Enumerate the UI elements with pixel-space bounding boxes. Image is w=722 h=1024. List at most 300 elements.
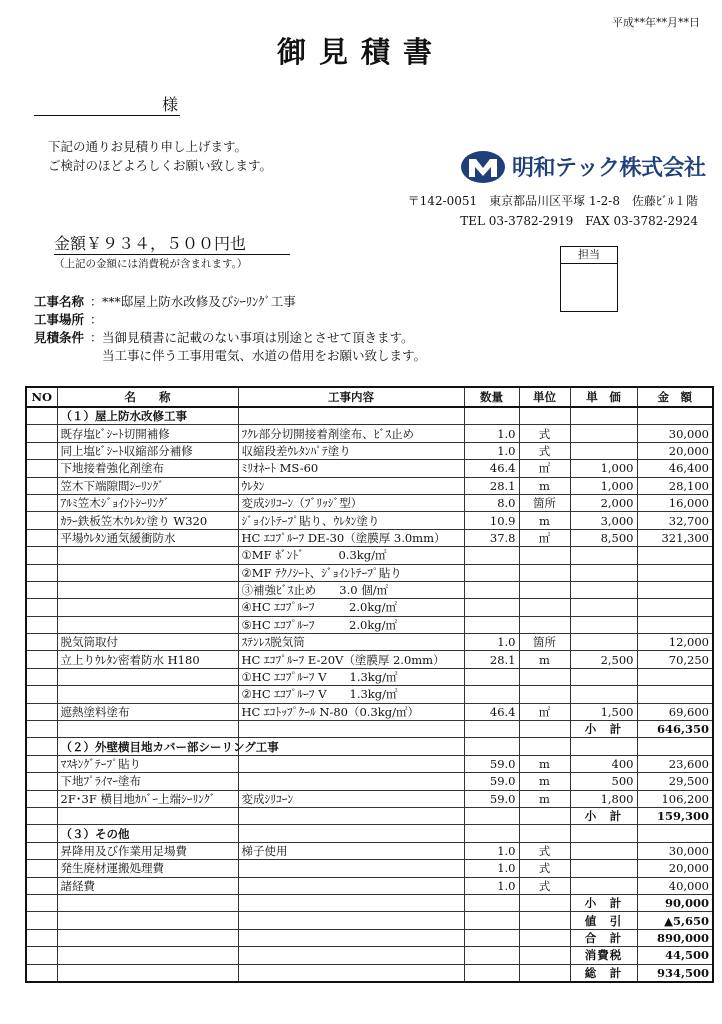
table-row (26, 790, 713, 807)
quantity: 1.0 (464, 877, 519, 894)
estimate-terms-line-1: 当御見積書に記載のない事項は別途とさせて頂きます。 (102, 330, 414, 345)
unit-price (570, 581, 637, 598)
item-name: 笠木下端隙間ｼｰﾘﾝｸﾞ (57, 477, 238, 494)
work-content (238, 947, 464, 964)
unit-price: 400 (570, 755, 637, 772)
unit-price: 8,500 (570, 529, 637, 546)
work-content (238, 407, 464, 425)
row-no (26, 599, 57, 616)
row-no (26, 755, 57, 772)
item-name: （２）外壁横目地カバー部シーリング工事 (57, 738, 238, 755)
unit-price: 1,000 (570, 477, 637, 494)
amount (637, 581, 713, 598)
item-name: 昇降用及び作業用足場費 (57, 842, 238, 859)
amount: 70,250 (637, 651, 713, 668)
unit-price (570, 564, 637, 581)
work-content (238, 860, 464, 877)
row-no (26, 738, 57, 755)
item-name: ｱﾙﾐ笠木ｼﾞｮｲﾝﾄｼｰﾘﾝｸﾞ (57, 494, 238, 511)
total-row (26, 807, 713, 824)
item-name (57, 964, 238, 982)
row-no (26, 460, 57, 477)
item-name: （１）屋上防水改修工事 (57, 407, 238, 425)
unit-price (570, 599, 637, 616)
work-content: ﾌｸﾚ部分切開接着剤塗布、ﾋﾞｽ止め (238, 425, 464, 442)
item-name (57, 686, 238, 703)
construction-place-label: 工事場所 (34, 312, 85, 327)
row-no (26, 947, 57, 964)
unit (519, 616, 570, 633)
staff-stamp-box (560, 246, 618, 312)
quantity (464, 929, 519, 946)
work-content (238, 825, 464, 842)
unit-price (570, 668, 637, 685)
row-no (26, 494, 57, 511)
work-content: ｼﾞｮｲﾝﾄﾃｰﾌﾟ貼り、ｳﾚﾀﾝ塗り (238, 512, 464, 529)
unit-price (570, 442, 637, 459)
row-no (26, 877, 57, 894)
unit-price (570, 825, 637, 842)
unit (519, 407, 570, 425)
row-no (26, 860, 57, 877)
work-content: ②MF ﾃｸﾉｼｰﾄ、ｼﾞｮｲﾝﾄﾃｰﾌﾟ貼り (238, 564, 464, 581)
quantity: 46.4 (464, 460, 519, 477)
total-row (26, 947, 713, 964)
table-row (26, 686, 713, 703)
quantity (464, 912, 519, 929)
unit: m (519, 755, 570, 772)
quantity (464, 807, 519, 824)
amount: ▲5,650 (637, 912, 713, 929)
row-no (26, 825, 57, 842)
estimate-terms-row (34, 329, 426, 347)
unit (519, 547, 570, 564)
quantity: 1.0 (464, 425, 519, 442)
unit (519, 721, 570, 738)
amount: 16,000 (637, 494, 713, 511)
work-content: ④HC ｴｺﾌﾟﾙｰﾌ 2.0kg/㎡ (238, 599, 464, 616)
unit-price (570, 616, 637, 633)
unit: m (519, 773, 570, 790)
row-no (26, 929, 57, 946)
unit (519, 894, 570, 911)
quantity: 1.0 (464, 442, 519, 459)
amount (637, 547, 713, 564)
amount: 29,500 (637, 773, 713, 790)
unit-price: 2,500 (570, 651, 637, 668)
unit: m (519, 790, 570, 807)
table-row (26, 529, 713, 546)
table-row (26, 425, 713, 442)
amount: 890,000 (637, 929, 713, 946)
total-label: 小 計 (570, 807, 637, 824)
row-no (26, 425, 57, 442)
amount (637, 825, 713, 842)
work-content (238, 912, 464, 929)
unit: ㎡ (519, 460, 570, 477)
amount: 44,500 (637, 947, 713, 964)
table-row (26, 860, 713, 877)
quantity (464, 738, 519, 755)
work-content: ｳﾚﾀﾝ (238, 477, 464, 494)
unit-price (570, 842, 637, 859)
amount: 646,350 (637, 721, 713, 738)
row-no (26, 477, 57, 494)
unit-price: 1,000 (570, 460, 637, 477)
item-name: 既存塩ﾋﾞｼｰﾄ切開補修 (57, 425, 238, 442)
unit (519, 912, 570, 929)
quantity (464, 547, 519, 564)
table-row (26, 564, 713, 581)
row-no (26, 547, 57, 564)
row-no (26, 668, 57, 685)
header-unit-price: 単 価 (570, 387, 637, 407)
work-content: HC ｴｺﾌﾟﾙｰﾌ DE-30（塗膜厚 3.0mm） (238, 529, 464, 546)
unit (519, 947, 570, 964)
row-no (26, 564, 57, 581)
estimate-terms-line-2: 当工事に伴う工事用電気、水道の借用をお願い致します。 (102, 348, 427, 363)
quantity (464, 564, 519, 581)
table-row (26, 877, 713, 894)
work-content: 変成ｼﾘｺｰﾝ (238, 790, 464, 807)
company-phone-fax: TEL 03-3782-2919 FAX 03-3782-2924 (460, 214, 698, 228)
amount: 159,300 (637, 807, 713, 824)
amount: 32,700 (637, 512, 713, 529)
unit (519, 581, 570, 598)
intro-line-1: 下記の通りお見積り申し上げます。 (48, 139, 248, 154)
item-name: ﾏｽｷﾝｸﾞﾃｰﾌﾟ貼り (57, 755, 238, 772)
item-name (57, 564, 238, 581)
item-name: 平場ｳﾚﾀﾝ通気緩衝防水 (57, 529, 238, 546)
amount (637, 564, 713, 581)
header-no: NO (26, 387, 57, 407)
estimate-table-body (26, 407, 713, 982)
quantity: 59.0 (464, 755, 519, 772)
row-no (26, 651, 57, 668)
unit-price (570, 860, 637, 877)
total-label: 小 計 (570, 721, 637, 738)
row-no (26, 807, 57, 824)
row-no (26, 616, 57, 633)
unit (519, 599, 570, 616)
unit (519, 668, 570, 685)
table-row (26, 460, 713, 477)
row-no (26, 581, 57, 598)
table-row (26, 651, 713, 668)
unit: ㎡ (519, 529, 570, 546)
item-name: 遮熱塗料塗布 (57, 703, 238, 720)
unit: 式 (519, 442, 570, 459)
item-name: 下地接着強化剤塗布 (57, 460, 238, 477)
item-name (57, 721, 238, 738)
table-row (26, 442, 713, 459)
quantity (464, 581, 519, 598)
item-name (57, 807, 238, 824)
item-name: 脱気筒取付 (57, 634, 238, 651)
table-row (26, 773, 713, 790)
header-unit: 単位 (519, 387, 570, 407)
table-row (26, 581, 713, 598)
quantity (464, 616, 519, 633)
item-name: 諸経費 (57, 877, 238, 894)
unit-price (570, 547, 637, 564)
unit (519, 686, 570, 703)
work-content (238, 964, 464, 982)
separator: ： (90, 330, 103, 345)
work-content (238, 755, 464, 772)
unit (519, 929, 570, 946)
total-row (26, 929, 713, 946)
issue-date: 平成**年**月**日 (612, 16, 700, 29)
quantity: 10.9 (464, 512, 519, 529)
total-label: 総 計 (570, 964, 637, 982)
unit: 式 (519, 842, 570, 859)
item-name: 発生廃材運搬処理費 (57, 860, 238, 877)
work-content (238, 894, 464, 911)
unit (519, 807, 570, 824)
intro-line-2: ご検討のほどよろしくお願い致します。 (48, 158, 273, 173)
amount: 46,400 (637, 460, 713, 477)
unit-price (570, 634, 637, 651)
quantity: 28.1 (464, 651, 519, 668)
row-no (26, 407, 57, 425)
unit-price (570, 877, 637, 894)
row-no (26, 529, 57, 546)
amount (637, 599, 713, 616)
work-content: ②HC ｴｺﾌﾟﾙｰﾌ V 1.3kg/㎡ (238, 686, 464, 703)
amount: 23,600 (637, 755, 713, 772)
construction-name-value: ***邸屋上防水改修及びｼｰﾘﾝｸﾞ工事 (102, 294, 296, 309)
row-no (26, 894, 57, 911)
quantity (464, 894, 519, 911)
item-name: 下地ﾌﾟﾗｲﾏｰ塗布 (57, 773, 238, 790)
amount: 90,000 (637, 894, 713, 911)
quantity (464, 599, 519, 616)
quantity (464, 686, 519, 703)
item-name (57, 616, 238, 633)
company-logo-mark-icon (460, 150, 506, 184)
unit-price: 1,500 (570, 703, 637, 720)
row-no (26, 686, 57, 703)
item-name: 同上塩ﾋﾞｼｰﾄ収縮部分補修 (57, 442, 238, 459)
amount: 934,500 (637, 964, 713, 982)
total-row (26, 964, 713, 982)
unit: 箇所 (519, 634, 570, 651)
quantity: 1.0 (464, 842, 519, 859)
row-no (26, 790, 57, 807)
amount: 106,200 (637, 790, 713, 807)
quantity (464, 947, 519, 964)
amount: 20,000 (637, 442, 713, 459)
item-name: 2F･3F 横目地ｶﾊﾞｰ上端ｼｰﾘﾝｸﾞ (57, 790, 238, 807)
item-name: （３）その他 (57, 825, 238, 842)
quantity (464, 668, 519, 685)
company-name: 明和テック株式会社 (512, 156, 706, 181)
item-name (57, 929, 238, 946)
total-amount: 金額￥９３４，５００円也 (54, 231, 290, 255)
unit: 式 (519, 877, 570, 894)
amount: 321,300 (637, 529, 713, 546)
unit: m (519, 512, 570, 529)
work-content (238, 807, 464, 824)
item-name (57, 912, 238, 929)
row-no (26, 773, 57, 790)
table-row (26, 755, 713, 772)
quantity: 28.1 (464, 477, 519, 494)
work-content (238, 773, 464, 790)
table-row (26, 599, 713, 616)
quantity (464, 721, 519, 738)
table-row (26, 512, 713, 529)
unit-price: 500 (570, 773, 637, 790)
company-address: 〒142-0051 東京都品川区平塚 1-2-8 佐藤ﾋﾞﾙ１階 (407, 194, 698, 208)
row-no (26, 512, 57, 529)
unit: 式 (519, 860, 570, 877)
header-content: 工事内容 (238, 387, 464, 407)
row-no (26, 912, 57, 929)
amount: 28,100 (637, 477, 713, 494)
construction-name-row (34, 293, 426, 311)
unit (519, 564, 570, 581)
header-name: 名 称 (57, 387, 238, 407)
staff-stamp-label: 担当 (561, 247, 617, 264)
item-name (57, 547, 238, 564)
table-row (26, 668, 713, 685)
quantity (464, 825, 519, 842)
separator: ： (90, 294, 103, 309)
table-row (26, 634, 713, 651)
quantity: 46.4 (464, 703, 519, 720)
estimate-terms-label: 見積条件 (34, 330, 85, 345)
item-name (57, 947, 238, 964)
unit (519, 738, 570, 755)
quantity: 1.0 (464, 634, 519, 651)
table-row (26, 547, 713, 564)
work-content: 収縮段差ｳﾚﾀﾝﾊﾟﾃ塗り (238, 442, 464, 459)
estimate-conditions (34, 293, 426, 365)
work-content (238, 877, 464, 894)
item-name (57, 894, 238, 911)
header-amount: 金 額 (637, 387, 713, 407)
work-content: HC ｴｺﾌﾟﾙｰﾌ E-20V（塗膜厚 2.0mm） (238, 651, 464, 668)
amount (637, 668, 713, 685)
unit-price: 1,800 (570, 790, 637, 807)
quantity: 37.8 (464, 529, 519, 546)
separator: ： (90, 312, 103, 327)
unit-price: 3,000 (570, 512, 637, 529)
total-row (26, 721, 713, 738)
total-row (26, 912, 713, 929)
row-no (26, 842, 57, 859)
total-label: 小 計 (570, 894, 637, 911)
unit (519, 964, 570, 982)
unit: 箇所 (519, 494, 570, 511)
unit (519, 825, 570, 842)
total-label: 値 引 (570, 912, 637, 929)
table-row (26, 494, 713, 511)
table-row (26, 477, 713, 494)
work-content: ﾐﾘｵﾈｰﾄ MS-60 (238, 460, 464, 477)
amount (637, 616, 713, 633)
table-row (26, 842, 713, 859)
row-no (26, 964, 57, 982)
amount: 30,000 (637, 425, 713, 442)
quantity (464, 407, 519, 425)
quantity: 59.0 (464, 773, 519, 790)
total-label: 消費税 (570, 947, 637, 964)
section-header-row (26, 407, 713, 425)
work-content: ③補強ﾋﾞｽ止め 3.0 個/㎡ (238, 581, 464, 598)
unit: ㎡ (519, 703, 570, 720)
unit-price (570, 425, 637, 442)
unit-price: 2,000 (570, 494, 637, 511)
estimate-table (25, 386, 714, 983)
intro-text (48, 137, 272, 175)
amount: 40,000 (637, 877, 713, 894)
amount: 69,600 (637, 703, 713, 720)
amount (637, 686, 713, 703)
item-name (57, 668, 238, 685)
recipient-line: 様 (34, 92, 180, 116)
header-qty: 数量 (464, 387, 519, 407)
document-title: 御見積書 (276, 35, 445, 69)
work-content (238, 929, 464, 946)
amount: 12,000 (637, 634, 713, 651)
row-no (26, 703, 57, 720)
item-name (57, 581, 238, 598)
work-content: ⑤HC ｴｺﾌﾟﾙｰﾌ 2.0kg/㎡ (238, 616, 464, 633)
item-name (57, 599, 238, 616)
row-no (26, 721, 57, 738)
unit: 式 (519, 425, 570, 442)
work-content: 梯子使用 (238, 842, 464, 859)
row-no (26, 442, 57, 459)
total-label: 合 計 (570, 929, 637, 946)
quantity (464, 964, 519, 982)
work-content: HC ｴｺﾄｯﾌﾟｸｰﾙ N-80（0.3kg/㎡） (238, 703, 464, 720)
section-header-row (26, 738, 713, 755)
total-row (26, 894, 713, 911)
row-no (26, 634, 57, 651)
table-header-row (26, 387, 713, 407)
unit: m (519, 651, 570, 668)
work-content (238, 721, 464, 738)
work-content: ｽﾃﾝﾚｽ脱気筒 (238, 634, 464, 651)
item-name: ｶﾗｰ鉄板笠木ｳﾚﾀﾝ塗り W320 (57, 512, 238, 529)
construction-name-label: 工事名称 (34, 294, 85, 309)
construction-place-row (34, 311, 426, 329)
table-row (26, 703, 713, 720)
quantity: 1.0 (464, 860, 519, 877)
work-content: 変成ｼﾘｺｰﾝ（ﾌﾞﾘｯｼﾞ型） (238, 494, 464, 511)
quantity: 59.0 (464, 790, 519, 807)
amount: 30,000 (637, 842, 713, 859)
quantity: 8.0 (464, 494, 519, 511)
unit: m (519, 477, 570, 494)
amount (637, 407, 713, 425)
table-row (26, 616, 713, 633)
section-header-row (26, 825, 713, 842)
tax-note: （上記の金額には消費税が含まれます。） (54, 258, 248, 270)
unit-price (570, 407, 637, 425)
item-name: 立上りｳﾚﾀﾝ密着防水 H180 (57, 651, 238, 668)
amount: 20,000 (637, 860, 713, 877)
work-content: ①HC ｴｺﾌﾟﾙｰﾌ V 1.3kg/㎡ (238, 668, 464, 685)
unit-price (570, 686, 637, 703)
work-content: ①MF ﾎﾞﾝﾄﾞ 0.3kg/㎡ (238, 547, 464, 564)
unit-price (570, 738, 637, 755)
amount (637, 738, 713, 755)
